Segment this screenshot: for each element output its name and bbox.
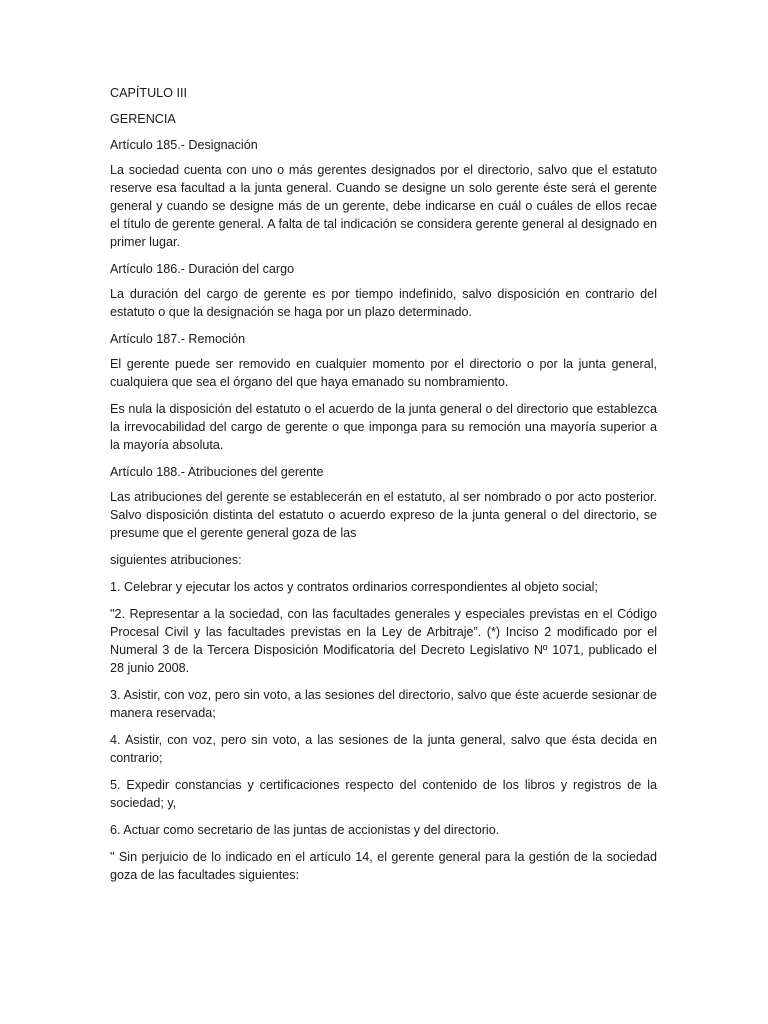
article-187-paragraph-1: El gerente puede ser removido en cualquier momento por el directorio o por la junta general, cualquiera que sea el órgano del que haya emanado su nombramiento. [110,357,657,389]
general-manager-powers-intro: " Sin perjuicio de lo indicado en el artículo 14, el gerente general para la gestión de la sociedad goza de las facultades siguientes: [110,850,657,882]
attributions-intro: siguientes atribuciones: [110,553,242,567]
attribution-item-3: 3. Asistir, con voz, pero sin voto, a las sesiones del directorio, salvo que éste acuerde sesionar de manera reservada; [110,688,657,720]
article-186-paragraph: La duración del cargo de gerente es por tiempo indefinido, salvo disposición en contrario del estatuto o que la designación se haga por un plazo determinado. [110,287,657,319]
article-188-paragraph: Las atribuciones del gerente se establecerán en el estatuto, al ser nombrado o por acto posterior. Salvo disposición distinta del estatuto o acuerdo expreso de la junta general o del directorio, se presume que el gerente general goza de las [110,490,657,540]
document-page [110,84,657,893]
article-188-heading: Artículo 188.- Atribuciones del gerente [110,465,324,479]
article-186-heading: Artículo 186.- Duración del cargo [110,262,295,276]
article-187-heading: Artículo 187.- Remoción [110,332,246,346]
attribution-item-5: 5. Expedir constancias y certificaciones respecto del contenido de los libros y registros de la sociedad; y, [110,778,657,810]
attribution-item-6: 6. Actuar como secretario de las juntas de accionistas y del directorio. [110,823,500,837]
attribution-item-4: 4. Asistir, con voz, pero sin voto, a las sesiones de la junta general, salvo que ésta decida en contrario; [110,733,657,765]
article-185-heading: Artículo 185.- Designación [110,138,258,152]
article-187-paragraph-2: Es nula la disposición del estatuto o el acuerdo de la junta general o del directorio que establezca la irrevocabilidad del cargo de gerente o que imponga para su remoción una mayoría superior a la mayoría absoluta. [110,402,657,452]
article-185-paragraph: La sociedad cuenta con uno o más gerentes designados por el directorio, salvo que el estatuto reserve esa facultad a la junta general. Cuando se designe un solo gerente éste será el gerente general y cuando se designe más de un gerente, debe indicarse en cuál o cuáles de ellos recae el título de gerente general. A falta de tal indicación se considera gerente general al designado en primer lugar. [110,163,657,249]
attribution-item-1: 1. Celebrar y ejecutar los actos y contratos ordinarios correspondientes al objeto social; [110,580,598,594]
section-title: GERENCIA [110,112,176,126]
chapter-title: CAPÍTULO III [110,86,187,100]
attribution-item-2: "2. Representar a la sociedad, con las facultades generales y especiales previstas en el Código Procesal Civil y las facultades previstas en la Ley de Arbitraje”. (*) Inciso 2 modificado por el Numeral 3 de la Tercera Disposición Modificatoria del Decreto Legislativo Nº 1071, publicado el 28 junio 2008. [110,607,657,675]
